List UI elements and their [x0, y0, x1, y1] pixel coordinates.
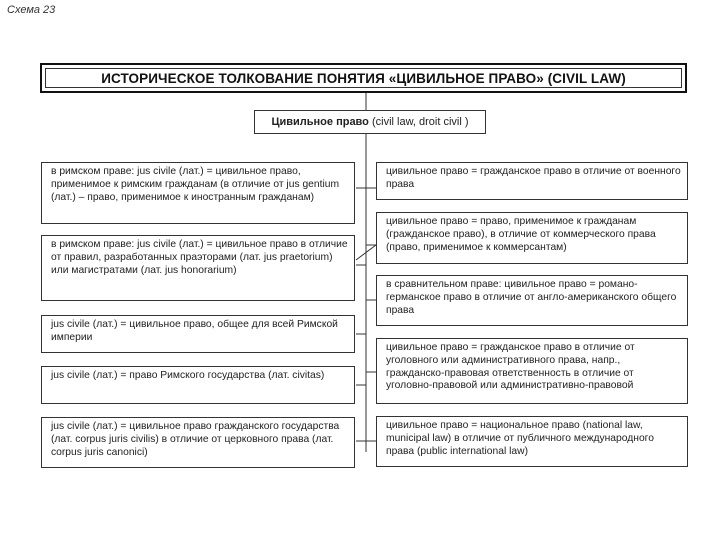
left-box-1: в римском праве: jus civile (лат.) = цивильное право, применимое к римским гражданам (в отличие от jus gentium (лат.) – право, применимое к иностранным гражданам): [41, 162, 355, 224]
diagram-title: ИСТОРИЧЕСКОЕ ТОЛКОВАНИЕ ПОНЯТИЯ «ЦИВИЛЬНОЕ ПРАВО» (CIVIL LAW): [101, 70, 626, 86]
right-box-5: цивильное право = национальное право (national law, municipal law) в отличие от публичного международного права (public international law): [376, 416, 688, 467]
center-term: Цивильное право: [271, 116, 369, 128]
right-box-2: цивильное право = право, применимое к гражданам (гражданское право), в отличие от коммерческого права (право, применимое к коммерсантам): [376, 212, 688, 264]
right-box-4: цивильное право = гражданское право в отличие от уголовного или административного права, напр., гражданско-правовая ответственность в отличие от уголовно-правовой или административно-правовой: [376, 338, 688, 404]
left-box-3: jus civile (лат.) = цивильное право, общее для всей Римской империи: [41, 315, 355, 353]
scheme-label: Схема 23: [7, 4, 56, 16]
diagram-title-box: [40, 63, 687, 93]
right-box-1: цивильное право = гражданское право в отличие от военного права: [376, 162, 688, 200]
left-box-5: jus civile (лат.) = цивильное право гражданского государства (лат. corpus juris civilis) в отличие от церковного права (лат. corpus juris canonici): [41, 417, 355, 468]
left-box-4: jus civile (лат.) = право Римского государства (лат. civitas): [41, 366, 355, 404]
right-box-3: в сравнительном праве: цивильное право = романо-германское право в отличие от англо-американского общего права: [376, 275, 688, 326]
left-box-2: в римском праве: jus civile (лат.) = цивильное право в отличие от правил, разработанных праэторами (лат. jus praetorium) или магистратами (лат. jus honorarium): [41, 235, 355, 301]
center-gloss: (civil law, droit civil ): [368, 116, 469, 128]
center-term-box: [254, 110, 486, 134]
